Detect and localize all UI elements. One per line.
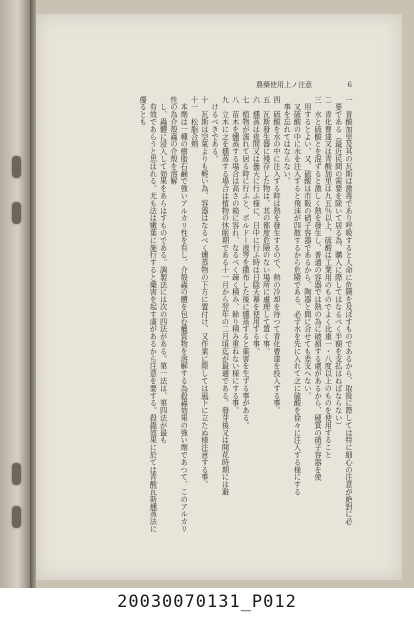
text-line: 有效であらうと思はれる。尤も法は嫩葉に施行すると藥害を起す虞があるから注意を要する。殺蟲效果に於ては青酸瓦斯燻蒸法に優るとも xyxy=(139,96,159,533)
text-line: 二 青化曹達又は青酸加里は九五％以上、硫酸は工業用のものでよく比重一・八度以上のものを使用すること xyxy=(324,96,334,459)
text-line: 四 硫酸を水の中に注入する時は熱を發生するので、熱の冷却を待つて青化曹達を投入する事。 xyxy=(272,96,282,415)
text-line: 三 水と硫酸とを混ずると激しく熱を發生し、普通の容器では熱の為に破損する處があるから、硬質の硝子容器を使 xyxy=(314,96,324,481)
text-line: 十 瓦斯は空氣よりも輕い為、容器はなるべく燻蒸物の下方に置付け、又作業に際しては風下に立たぬ様注意する事。 xyxy=(200,96,210,489)
binding-hole xyxy=(12,202,21,224)
text-line: 五 瓦斯發生器に殘存した物は、其の都度危險のない場所に處理して置く事。 xyxy=(262,96,272,355)
binding-hole xyxy=(12,156,21,178)
text-line: 本劑は一種の樹脂石鹸で強いアルカリ性を有し、介殼蟲の體を包む蠟質物を溶解する為殺蟲効果の強い劑であつて、このアルカリ性の為介殼蟲の介殼を溶解 xyxy=(169,96,190,533)
text-line: 用するとよい。又、硫酸は市販の硝子容器であるから、陶器と間に合せても差支へない。 xyxy=(303,96,313,400)
text-line: けるべきである。 xyxy=(211,96,221,163)
text-line: 八 苗木を燻蒸する場合は高さの箱に容れ、なるべく疎く積み、餘り積み重ねない様にする事。 xyxy=(231,96,241,415)
text-line: 六 燻蒸は夜間又は曇天に行ふ様に、日中に行ふ時は日除天幕を使用する事。 xyxy=(252,96,262,355)
text-line: し、蟲體に浸入して効果をあらはすものである。調製法には次の四法がある。第一法は、第四法が最も xyxy=(159,96,169,444)
binding-hole xyxy=(12,506,21,528)
page-number: 6 xyxy=(347,81,352,89)
text-line: 又硫酸の中に水を注入すると飛沫が四散するから危險である、必ず水を先に入れて之に硫酸を徐々に注入する様にする xyxy=(293,96,303,496)
text-line: 要である（最近民間の需要を除いて居る為、購入に際してはなるべく半額を支払はねばならない） xyxy=(334,96,344,429)
image-caption: 20030070131_P012 xyxy=(117,592,297,612)
page-header xyxy=(256,80,352,90)
text-line: 十一 松脂合劑 xyxy=(190,96,200,148)
running-title: 農藥使用上ノ注意 xyxy=(256,81,312,89)
body-text xyxy=(84,96,354,536)
text-line: 事を忘れてはならない。 xyxy=(283,96,293,185)
binding-hole xyxy=(12,463,21,485)
text-line: 七 植物が濡れて居る時に行ふと、ボルドー液等を撒布した後に燻蒸すると薬害を生ずる事がある。 xyxy=(242,96,252,429)
text-line: 九 立木に之を燻蒸する場合は植物の休眠期である十一月から翌年の二月頃迄が最適である。發芽後又は開花時期には避 xyxy=(221,96,231,496)
text-line: 一 青酸加里及其の瓦斯は激毒であり呼吸すると人命に危険を及ぼすものであるから、取扱に際しては特に細心の注意が絶對に必 xyxy=(345,96,354,526)
left-page-edge xyxy=(0,0,30,588)
